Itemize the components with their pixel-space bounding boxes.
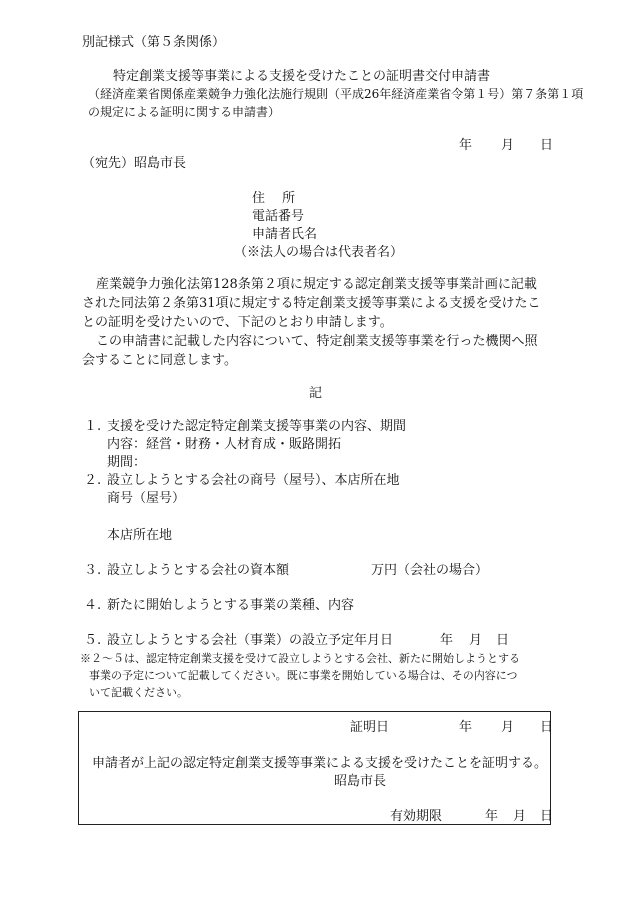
date-year-label: 年 bbox=[459, 138, 473, 153]
validity-label: 有効期限 bbox=[390, 809, 443, 824]
item2-head-office: 本店所在地 bbox=[107, 528, 173, 543]
certificate-year-label: 年 bbox=[459, 720, 473, 735]
certificate-date-label: 証明日 bbox=[350, 720, 390, 735]
item5-text: 設立しようとする会社（事業）の設立予定年月日 bbox=[107, 633, 394, 648]
validity-day-label: 日 bbox=[540, 809, 554, 824]
item2-text: 設立しようとする会社の商号（屋号）、本店所在地 bbox=[107, 473, 400, 488]
applicant-address-label: 住 所 bbox=[252, 191, 296, 206]
paragraph2-line1: この申請書に記載した内容について、特定創業支援等事業を行った機関へ照 bbox=[96, 334, 538, 349]
applicant-name-label: 申請者氏名 bbox=[252, 227, 318, 242]
certificate-statement: 申請者が上記の認定特定創業支援等事業による支援を受けたことを証明する。 bbox=[92, 756, 548, 771]
item5-year-label: 年 bbox=[440, 633, 454, 648]
date-day-label: 日 bbox=[540, 138, 554, 153]
paragraph1-line2: された同法第２条第31項に規定する特定創業支援等事業による支援を受けたこ bbox=[82, 296, 541, 311]
document-subtitle-line1: （経済産業省関係産業競争力強化法施行規則（平成26年経済産業省令第１号）第７条第１項 bbox=[88, 87, 584, 101]
paragraph2-line2: 会することに同意します。 bbox=[82, 353, 237, 368]
document-title: 特定創業支援等事業による支援を受けたことの証明書交付申請書 bbox=[113, 69, 491, 84]
applicant-corporation-note: （※法人の場合は代表者名） bbox=[234, 245, 404, 260]
addressee: （宛先）昭島市長 bbox=[82, 156, 187, 171]
footnote-line2: 事業の予定について記載してください。既に事業を開始している場合は、その内容につ bbox=[89, 669, 518, 682]
paragraph1-line1: 産業競争力強化法第128条第２項に規定する認定創業支援等事業計画に記載 bbox=[96, 277, 537, 292]
item1-period: 期間： bbox=[107, 455, 147, 470]
item3-text: 設立しようとする会社の資本額 bbox=[107, 563, 290, 578]
certificate-issuer: 昭島市長 bbox=[334, 774, 387, 789]
item1-text: 支援を受けた認定特定創業支援等事業の内容、期間 bbox=[107, 419, 407, 434]
document-subtitle-line2: の規定による証明に関する申請書） bbox=[88, 105, 281, 119]
item3-number: ３. bbox=[84, 563, 102, 578]
certificate-month-label: 月 bbox=[501, 720, 515, 735]
ki-heading: 記 bbox=[309, 386, 323, 401]
applicant-phone-label: 電話番号 bbox=[252, 209, 305, 224]
item5-day-label: 日 bbox=[496, 633, 510, 648]
item4-text: 新たに開始しようとする事業の業種、内容 bbox=[107, 598, 355, 613]
form-label: 別記様式（第５条関係） bbox=[82, 35, 226, 50]
paragraph1-line3: との証明を受けたいので、下記のとおり申請します。 bbox=[82, 315, 393, 330]
item1-content: 内容：経営・財務・人材育成・販路開拓 bbox=[107, 437, 342, 452]
date-month-label: 月 bbox=[501, 138, 515, 153]
item3-capital-unit: 万円（会社の場合） bbox=[371, 563, 489, 578]
item2-number: ２. bbox=[84, 473, 102, 488]
item1-number: １. bbox=[84, 419, 102, 434]
item2-trade-name: 商号（屋号） bbox=[107, 491, 186, 506]
certificate-day-label: 日 bbox=[540, 720, 554, 735]
validity-month-label: 月 bbox=[513, 809, 527, 824]
item5-number: ５. bbox=[84, 633, 102, 648]
item5-month-label: 月 bbox=[469, 633, 483, 648]
validity-year-label: 年 bbox=[485, 809, 499, 824]
footnote-line1: ※２～５は、認定特定創業支援を受けて設立しようとする会社、新たに開始しようとする bbox=[80, 652, 520, 665]
footnote-line3: いて記載ください。 bbox=[89, 686, 188, 699]
item4-number: ４. bbox=[84, 598, 102, 613]
